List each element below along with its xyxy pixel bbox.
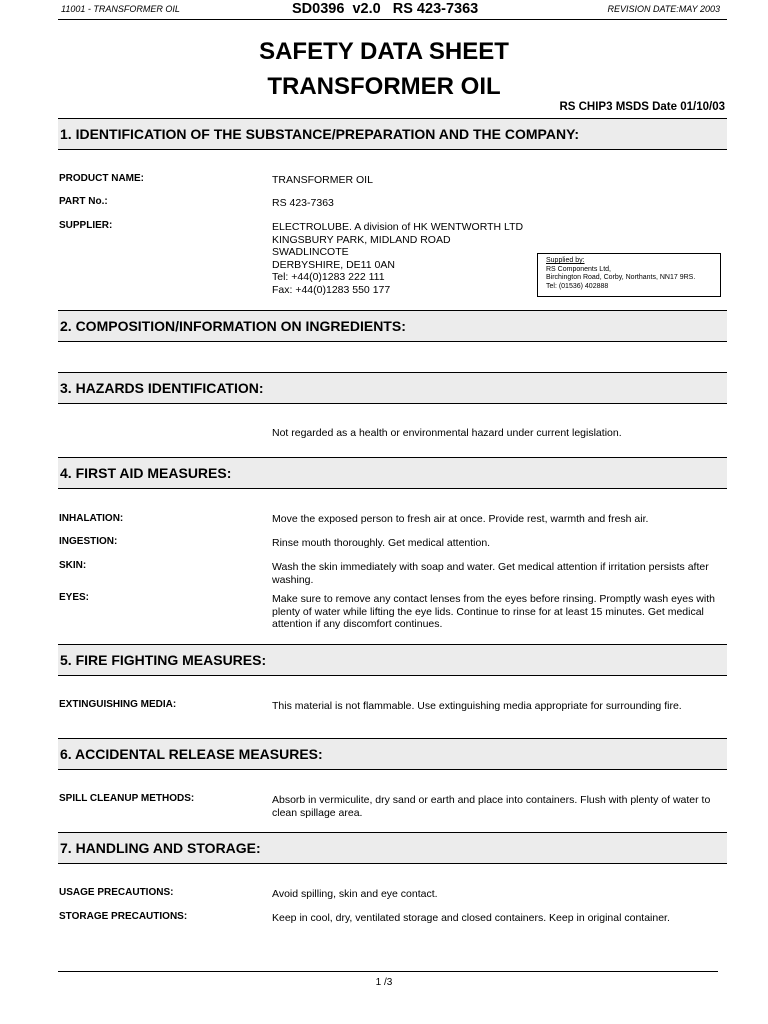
supplied-by-line: RS Components Ltd, xyxy=(546,265,611,273)
inhalation-text: Move the exposed person to fresh air at once. Provide rest, warmth and fresh air. xyxy=(272,513,649,525)
part-number-value: RS 423-7363 xyxy=(272,197,334,209)
supplier-line: Fax: +44(0)1283 550 177 xyxy=(272,283,391,296)
supplied-by-heading: Supplied by: xyxy=(546,257,585,264)
supplied-by-line: Tel: (01536) 402888 xyxy=(546,282,609,290)
storage-precautions-text: Keep in cool, dry, ventilated storage and closed containers. Keep in original container. xyxy=(272,912,670,924)
section-5-heading xyxy=(58,644,727,676)
ingestion-text: Rinse mouth thoroughly. Get medical attention. xyxy=(272,537,491,549)
section-4-title: 4. FIRST AID MEASURES: xyxy=(60,465,232,481)
usage-precautions-text: Avoid spilling, skin and eye contact. xyxy=(272,888,438,900)
section-6-heading xyxy=(58,738,727,770)
section-3-heading xyxy=(58,372,727,404)
page-number: 1 /3 xyxy=(375,977,393,988)
section-6-title: 6. ACCIDENTAL RELEASE MEASURES: xyxy=(60,746,323,762)
supplied-by-box xyxy=(537,253,721,297)
product-name-value: TRANSFORMER OIL xyxy=(272,174,373,186)
supplier-line: SWADLINCOTE xyxy=(272,246,349,258)
section-2-title: 2. COMPOSITION/INFORMATION ON INGREDIENTS: xyxy=(60,318,406,334)
supplied-by-line: Birchington Road, Corby, Northants, NN17 9RS. xyxy=(546,274,696,281)
section-4-heading xyxy=(58,457,727,489)
section-3-title: 3. HAZARDS IDENTIFICATION: xyxy=(60,380,264,396)
chip-msds-date: RS CHIP3 MSDS Date 01/10/03 xyxy=(559,101,725,113)
supplier-line: ELECTROLUBE. A division of HK WENTWORTH LTD xyxy=(272,221,524,233)
extinguishing-media-label: EXTINGUISHING MEDIA: xyxy=(59,699,177,710)
part-number-label: PART No.: xyxy=(59,196,108,207)
supplier-line: KINGSBURY PARK, MIDLAND ROAD xyxy=(272,233,451,246)
section-7-heading xyxy=(58,832,727,864)
footer-divider xyxy=(58,971,718,972)
header-product-ref: 11001 - TRANSFORMER OIL xyxy=(61,4,180,14)
skin-text: Wash the skin immediately with soap and water. Get medical attention if irritation persists after washing. xyxy=(272,561,709,586)
section-1-title: 1. IDENTIFICATION OF THE SUBSTANCE/PREPARATION AND THE COMPANY: xyxy=(60,126,580,142)
hazards-text: Not regarded as a health or environmental hazard under current legislation. xyxy=(272,427,622,439)
header-divider xyxy=(58,19,727,20)
eyes-text: Make sure to remove any contact lenses from the eyes before rinsing. Promptly wash eyes with plenty of water while lifting the eye lids. Continue to rinse for at least 15 minutes. Get medical attention if any discomfort continues. xyxy=(272,593,715,630)
spill-cleanup-label: SPILL CLEANUP METHODS: xyxy=(59,793,195,804)
storage-precautions-label: STORAGE PRECAUTIONS: xyxy=(59,911,188,922)
supplier-label: SUPPLIER: xyxy=(59,220,113,231)
document-title: SAFETY DATA SHEET xyxy=(259,38,509,65)
skin-label: SKIN: xyxy=(59,560,87,571)
supplier-line: Tel: +44(0)1283 222 111 xyxy=(272,271,385,283)
section-2-heading xyxy=(58,310,727,342)
header-document-code: SD0396 v2.0 RS 423-7363 xyxy=(292,1,479,17)
product-name-label: PRODUCT NAME: xyxy=(59,173,144,184)
usage-precautions-label: USAGE PRECAUTIONS: xyxy=(59,887,174,898)
eyes-label: EYES: xyxy=(59,592,90,603)
spill-cleanup-text: Absorb in vermiculite, dry sand or earth and place into containers. Flush with plenty of water to clean spillage area. xyxy=(272,794,711,819)
inhalation-label: INHALATION: xyxy=(59,513,124,524)
document-subtitle: TRANSFORMER OIL xyxy=(267,73,501,100)
supplier-line: DERBYSHIRE, DE11 0AN xyxy=(272,258,395,271)
section-5-title: 5. FIRE FIGHTING MEASURES: xyxy=(60,652,267,668)
ingestion-label: INGESTION: xyxy=(59,536,118,547)
header-revision-date: REVISION DATE:MAY 2003 xyxy=(607,4,720,14)
section-7-title: 7. HANDLING AND STORAGE: xyxy=(60,840,261,856)
section-1-heading xyxy=(58,118,727,150)
extinguishing-media-text: This material is not flammable. Use extinguishing media appropriate for surrounding fire. xyxy=(272,700,682,712)
